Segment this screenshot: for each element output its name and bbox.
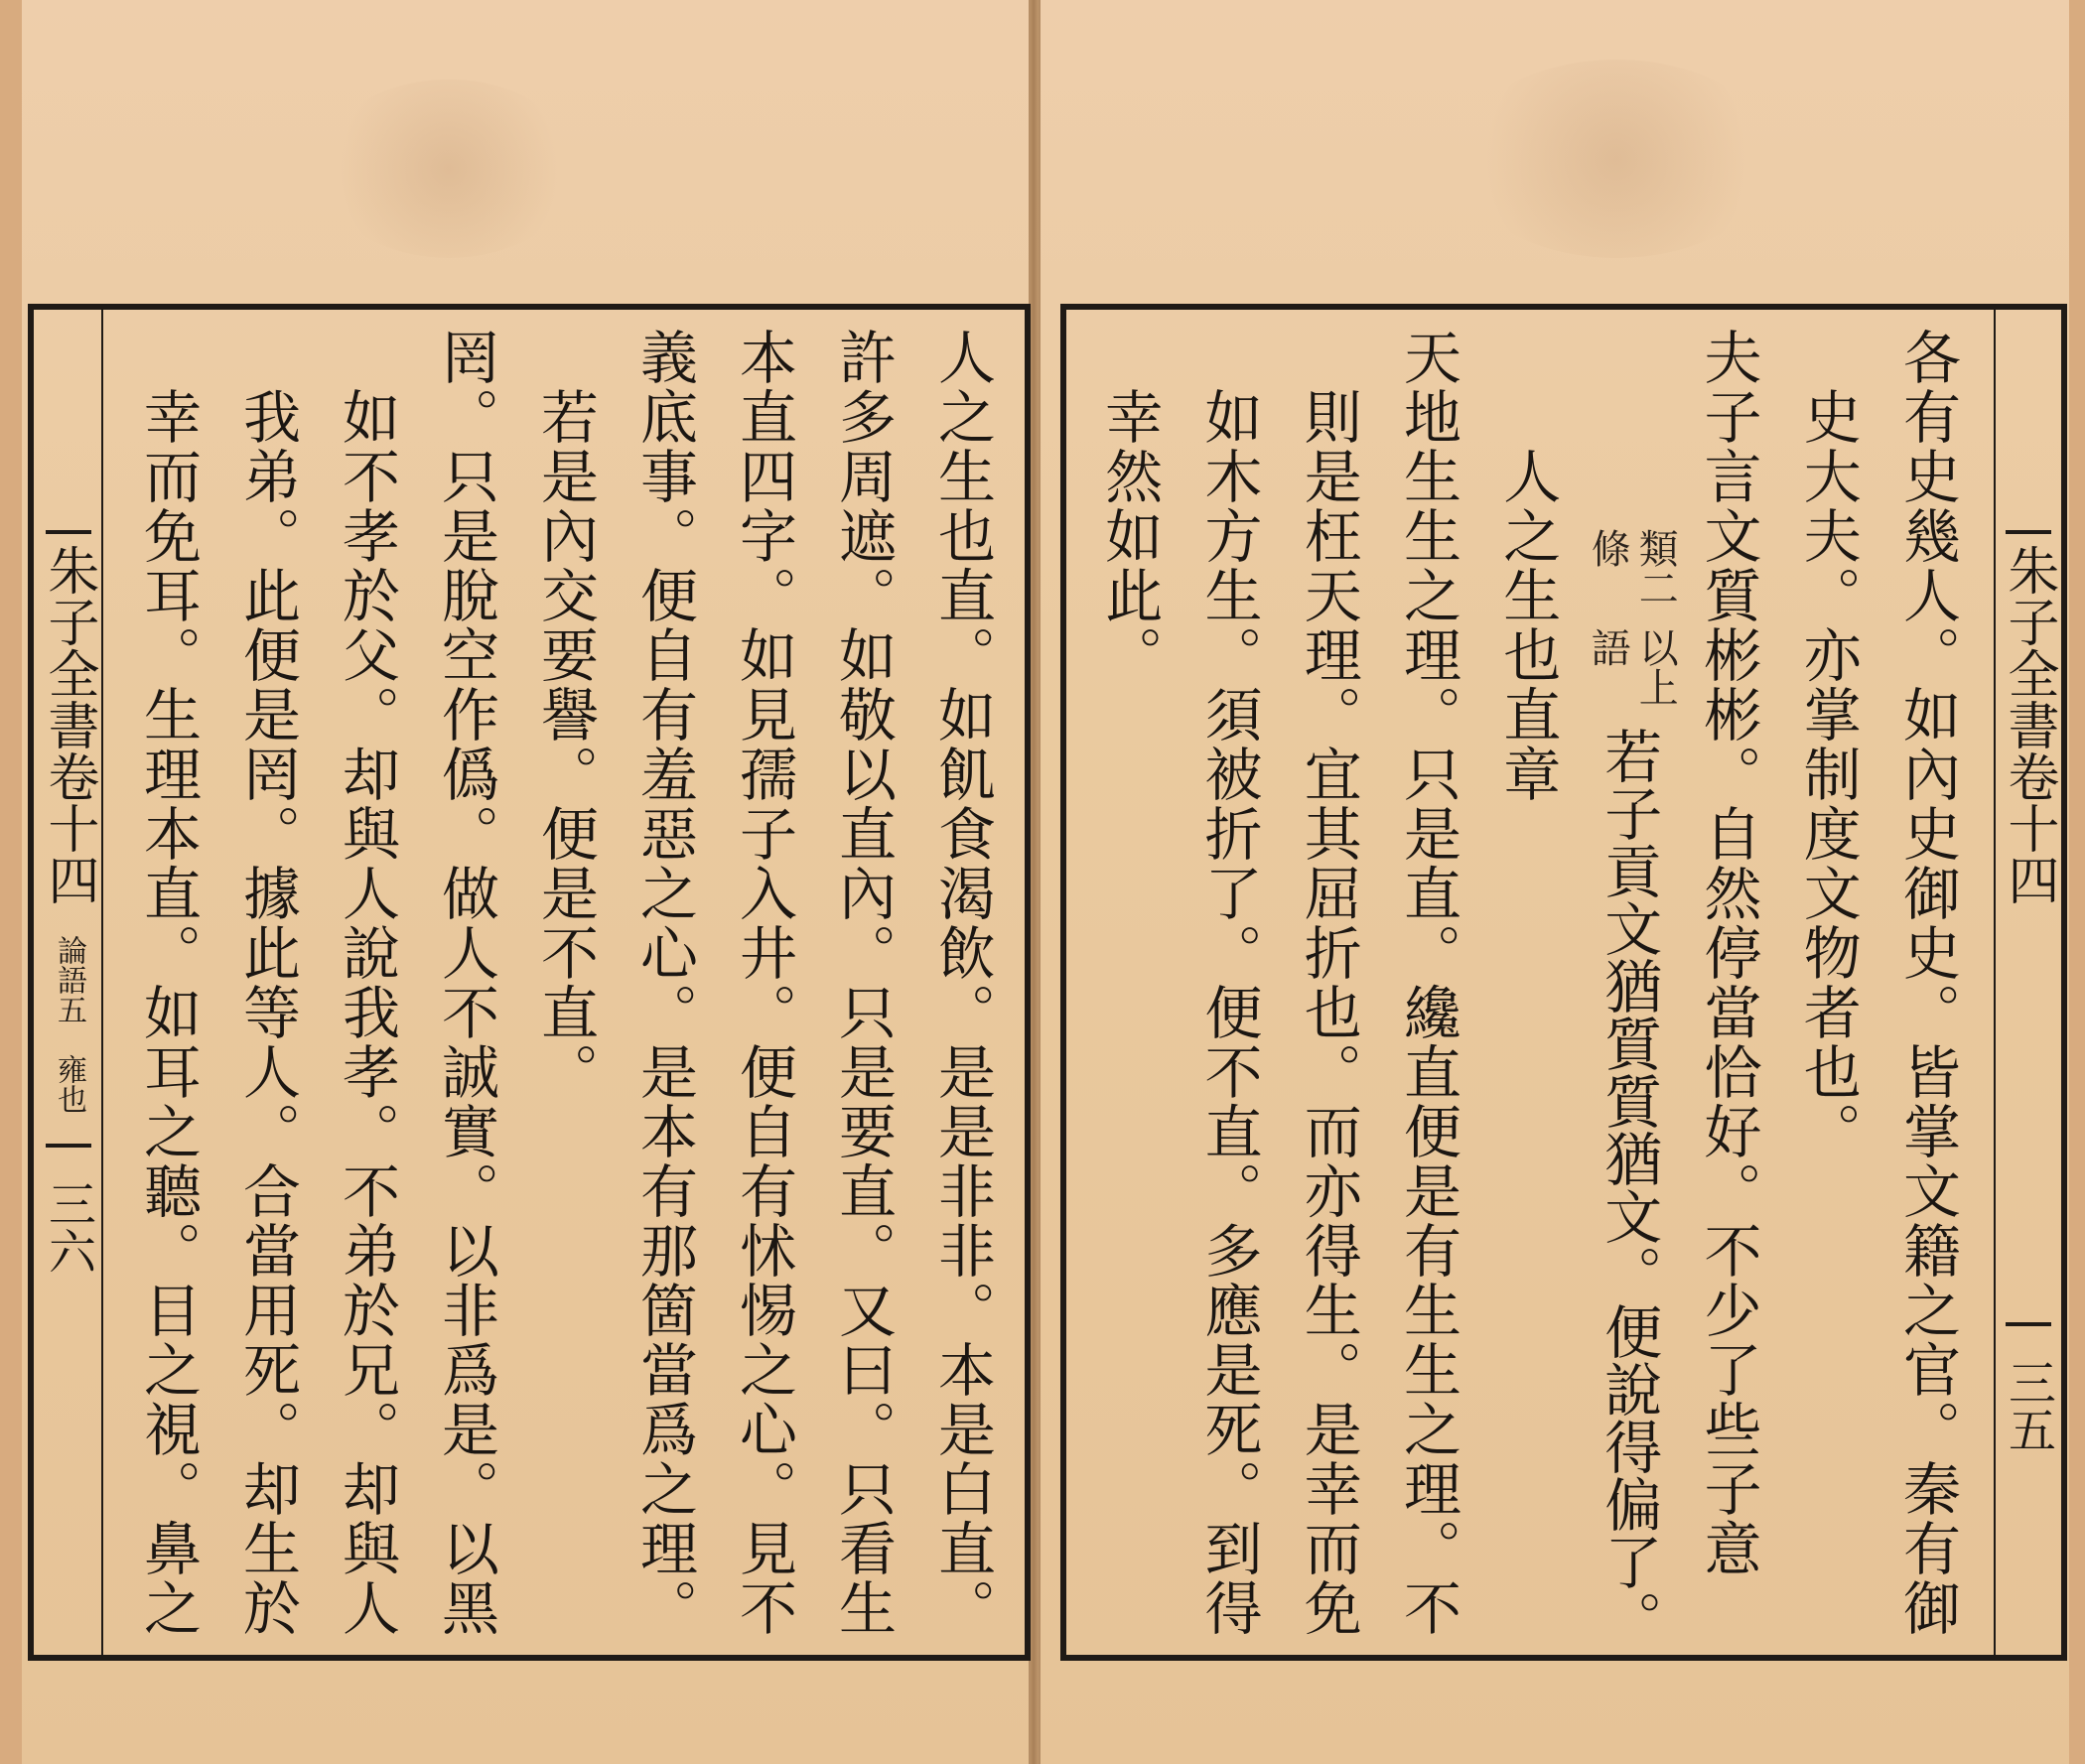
fishtail-mark-lower — [46, 1144, 91, 1169]
annotation-note — [1578, 528, 1679, 727]
text-column: 罔。只是脫空作僞。做人不誠實。以非爲是。以黑 — [432, 328, 499, 1638]
fishtail-mark-upper — [46, 508, 91, 534]
text-column: 天地生生之理。只是直。纔直便是有生生之理。不 — [1394, 328, 1461, 1638]
text-column: 若子貢文猶質質猶文。便說得偏了。 — [1595, 727, 1663, 1648]
paper-stain — [1458, 60, 1775, 258]
right-banxin — [1998, 310, 2059, 1655]
left-page — [22, 0, 1031, 1764]
text-column: 史大夫。亦掌制度文物者也。 — [1793, 387, 1862, 1161]
banxin-rule — [101, 310, 103, 1655]
text-column: 幸而免耳。生理本直。如耳之聽。目之視。鼻之 — [134, 387, 202, 1638]
banxin-folio: 三五 — [2000, 1358, 2056, 1453]
annotation-line: 以上語 — [1585, 627, 1679, 707]
text-column: 人之生也直。如飢食渴飲。是是非非。本是白直。 — [928, 328, 996, 1638]
text-column-with-note — [1578, 328, 1679, 1648]
text-column: 義底事。便自有羞惡之心。是本有那箇當爲之理。 — [630, 328, 698, 1638]
left-banxin — [38, 310, 99, 1655]
banxin-title: 朱子全書卷十四 — [1999, 544, 2058, 905]
right-page — [1039, 0, 2069, 1764]
banxin-folio: 三六 — [40, 1179, 96, 1275]
text-column: 則是枉天理。宜其屈折也。而亦得生。是幸而免 — [1294, 387, 1362, 1638]
text-column: 許多周遮。如敬以直內。只是要直。又曰。只看生 — [829, 328, 897, 1638]
text-column: 如木方生。須被折了。便不直。多應是死。到得 — [1194, 387, 1263, 1638]
text-column: 本直四字。如見孺子入井。便自有怵惕之心。見不 — [730, 328, 797, 1638]
text-column: 幸然如此。 — [1095, 387, 1164, 685]
banxin-section: 論語五 雍也 — [52, 935, 86, 1114]
text-column: 如不孝於父。却與人說我孝。不弟於兄。却與人 — [333, 387, 400, 1638]
right-text-area — [1080, 328, 1978, 1648]
right-page-frame — [1060, 304, 2067, 1661]
annotation-line: 類二條 — [1585, 528, 1679, 608]
text-column: 我弟。此便是罔。據此等人。合當用死。却生於 — [233, 387, 301, 1638]
left-page-frame — [28, 304, 1031, 1661]
fishtail-mark-lower — [2006, 1322, 2051, 1348]
text-column: 各有史幾人。如內史御史。皆掌文籍之官。秦有御 — [1893, 328, 1961, 1638]
paper-stain — [320, 79, 578, 258]
text-column: 若是內交要譽。便是不直。 — [531, 387, 599, 1102]
left-text-area — [119, 328, 1013, 1637]
chapter-heading: 人之生也直章 — [1493, 447, 1562, 804]
banxin-title: 朱子全書卷十四 — [39, 544, 98, 905]
text-column: 夫子言文質彬彬。自然停當恰好。不少了些子意 — [1694, 328, 1762, 1578]
fishtail-mark-upper — [2006, 508, 2051, 534]
